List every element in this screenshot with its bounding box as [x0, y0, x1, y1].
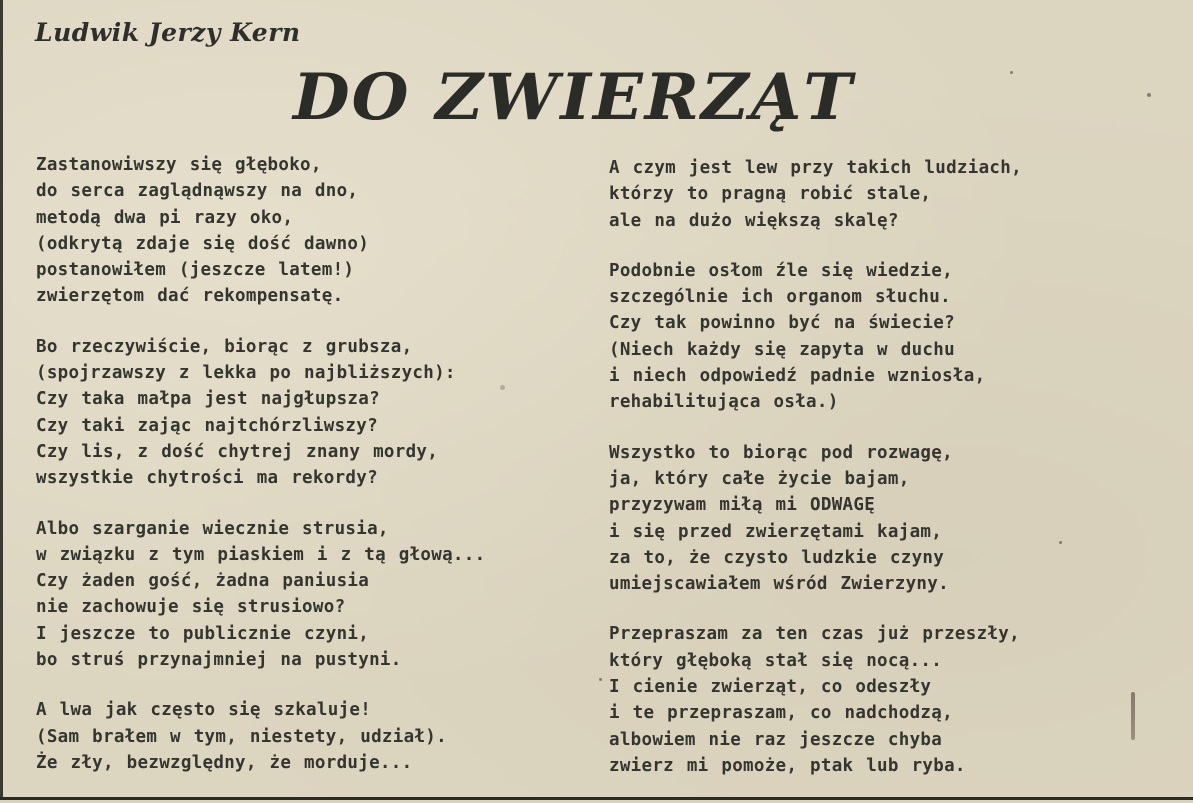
verse-line: ja, który całe życie bajam,	[609, 468, 910, 489]
verse-line: A czym jest lew przy takich ludziach,	[609, 158, 1022, 178]
stanza	[36, 334, 485, 492]
poem-column-right	[609, 155, 1022, 803]
verse-line: postanowiłem (jeszcze latem!)	[36, 260, 355, 281]
verse-line: (Niech każdy się zapyta w duchu	[609, 339, 955, 360]
verse-line: za to, że czysto ludzkie czyny	[609, 547, 945, 568]
verse-line: i się przed zwierzętami kajam,	[609, 521, 943, 542]
paper-speck	[1147, 93, 1151, 97]
verse-line: wszystkie chytrości ma rekordy?	[36, 468, 378, 489]
verse-line: bo struś przynajmniej na pustyni.	[36, 650, 402, 671]
verse-line: albowiem nie raz jeszcze chyba	[609, 729, 943, 750]
verse-line: Czy tak powinno być na świecie?	[609, 313, 955, 334]
verse-line: A lwa jak często się szkaluje!	[36, 700, 372, 721]
verse-line: zwierzętom dać rekompensatę.	[36, 286, 344, 307]
verse-line: Czy żaden gość, żadna paniusia	[36, 571, 370, 592]
verse-line: Że zły, bezwzględny, że morduje...	[36, 752, 413, 773]
verse-line: (odkrytą zdaje się dość dawno)	[36, 233, 370, 254]
stanza	[36, 697, 485, 776]
verse-line: I jeszcze to publicznie czyni,	[36, 623, 370, 644]
verse-line: Bo rzeczywiście, biorąc z grubsza,	[36, 336, 413, 357]
paper-speck	[1010, 71, 1013, 74]
verse-line: I cienie zwierząt, co odeszły	[609, 677, 932, 698]
poem-column-left	[36, 152, 485, 800]
verse-line: Wszystko to biorąc pod rozwagę,	[609, 442, 953, 463]
stanza	[609, 258, 1022, 416]
stanza	[609, 621, 1022, 779]
verse-line: Czy taka małpa jest najgłupsza?	[36, 389, 380, 410]
stanza	[609, 155, 1022, 234]
verse-line: Czy lis, z dość chytrej znany mordy,	[36, 441, 439, 462]
verse-line: zwierz mi pomoże, ptak lub ryba.	[609, 755, 966, 776]
ink-mark	[1131, 692, 1135, 740]
verse-line: w związku z tym piaskiem i z tą głową...	[36, 544, 486, 565]
poem-title: DO ZWIERZĄT	[293, 60, 855, 135]
verse-line: (spojrzawszy z lekka po najbliższych):	[36, 363, 456, 384]
verse-line: Czy taki zając najtchórzliwszy?	[36, 415, 378, 436]
verse-line: szczególnie ich organom słuchu.	[609, 287, 951, 308]
verse-line: nie zachowuje się strusiowo?	[36, 597, 346, 618]
stanza	[36, 516, 485, 674]
stanza	[36, 152, 485, 310]
verse-line: ale na dużo większą skalę?	[609, 210, 899, 231]
verse-line: i niech odpowiedź padnie wzniosła,	[609, 366, 986, 387]
verse-line: Albo szarganie wiecznie strusia,	[36, 518, 389, 539]
verse-line: którzy to pragną robić stale,	[609, 184, 932, 205]
verse-line: Podobnie osłom źle się wiedzie,	[609, 260, 953, 281]
paper-speck	[500, 385, 505, 390]
verse-line: metodą dwa pi razy oko,	[36, 207, 294, 228]
verse-line: umiejscawiałem wśród Zwierzyny.	[609, 574, 949, 595]
author-name: Ludwik Jerzy Kern	[35, 18, 301, 47]
verse-line: i te przepraszam, co nadchodzą,	[609, 703, 953, 724]
verse-line: do serca zaglądnąwszy na dno,	[36, 181, 359, 202]
paper-speck	[599, 678, 602, 681]
verse-line: Przepraszam za ten czas już przeszły,	[609, 624, 1020, 645]
verse-line: Zastanowiwszy się głęboko,	[36, 155, 322, 175]
verse-line: który głęboką stał się nocą...	[609, 650, 943, 671]
paper-speck	[1059, 541, 1062, 544]
verse-line: rehabilitująca osła.)	[609, 392, 839, 413]
verse-line: (Sam brałem w tym, niestety, udział).	[36, 726, 447, 747]
verse-line: przyzywam miłą mi ODWAGĘ	[609, 495, 876, 516]
stanza	[609, 440, 1022, 598]
